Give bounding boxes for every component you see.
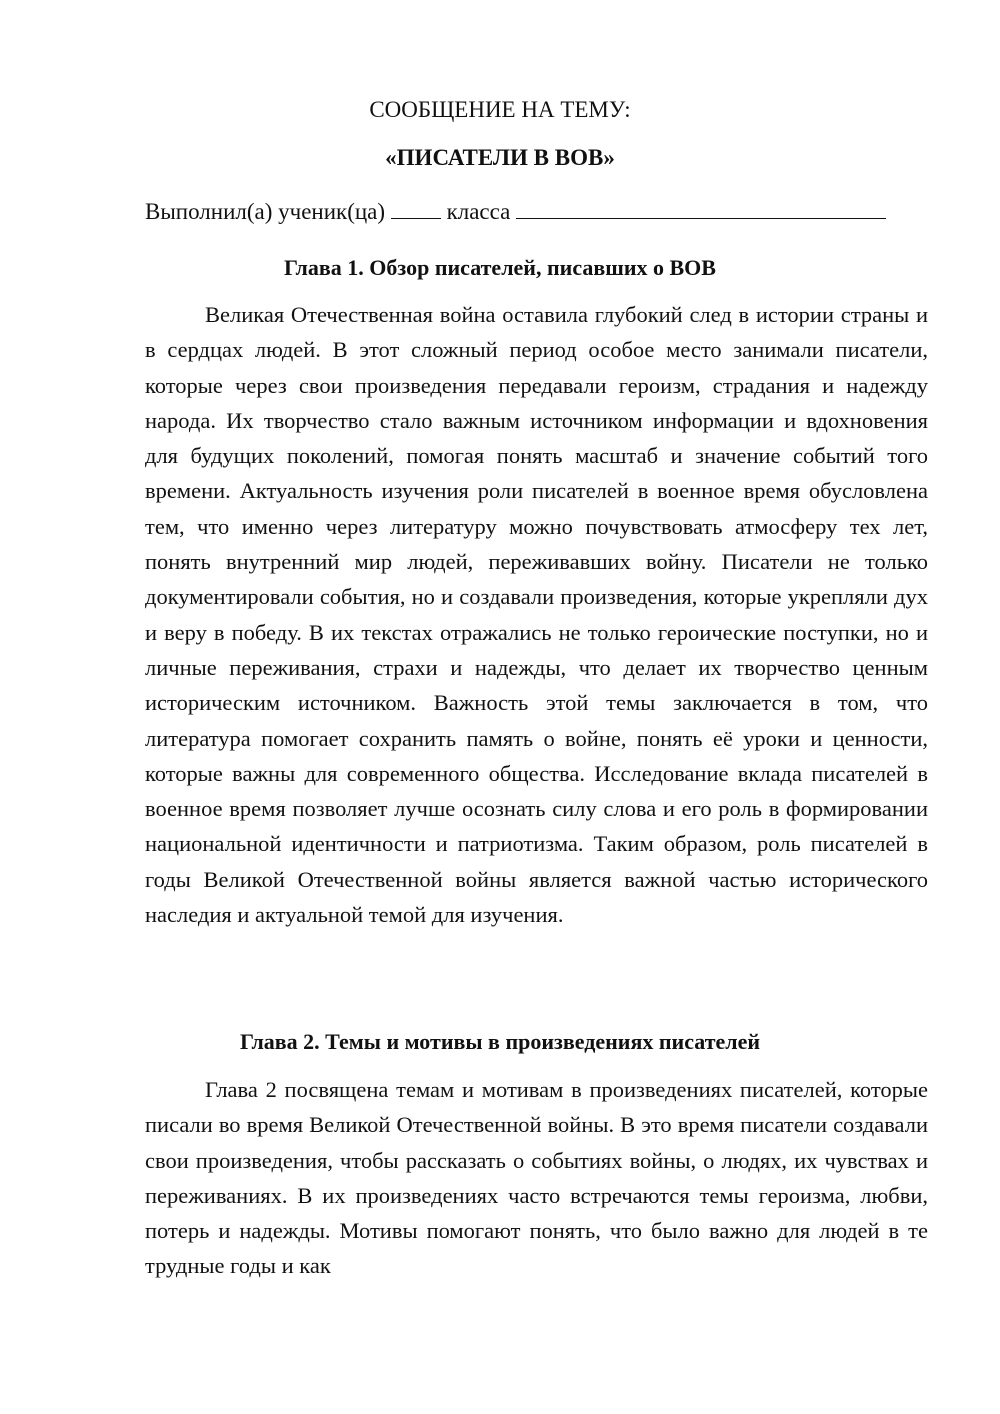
author-line bbox=[145, 198, 930, 226]
chapter-1-heading: Глава 1. Обзор писателей, писавших о ВОВ bbox=[284, 255, 716, 280]
author-label: Выполнил(а) ученик(ца) bbox=[145, 199, 386, 224]
chapter-2-heading: Глава 2. Темы и мотивы в произведениях писателей bbox=[239, 1029, 761, 1054]
student-name-blank bbox=[516, 198, 886, 219]
document-title-line-2: «ПИСАТЕЛИ В ВОВ» bbox=[385, 145, 615, 170]
chapter-2-body bbox=[145, 1072, 928, 1284]
class-number-blank bbox=[391, 198, 441, 219]
class-label: класса bbox=[446, 199, 511, 224]
chapter-1-paragraph: Великая Отечественная война оставила глубокий след в истории страны и в сердцах людей. В этот сложный период особое место занимали писатели, которые через свои произведения передавали героизм, страдания и надежду народа. Их творчество стало важным источником информации и вдохновения для будущих поколений, помогая понять масштаб и значение событий того времени. Актуальность изучения роли писателей в военное время обусловлена тем, что именно через литературу можно почувствовать атмосферу тех лет, понять внутренний мир людей, переживавших войну. Писатели не только документировали события, но и создавали произведения, которые укрепляли дух и веру в победу. В их текстах отражались не только героические поступки, но и личные переживания, страхи и надежды, что делает их творчество ценным историческим источником. Важность этой темы заключается в том, что литература помогает сохранить память о войне, понять её уроки и ценности, которые важны для современного общества. Исследование вклада писателей в военное время позволяет лучше осознать силу слова и его роль в формировании национальной идентичности и патриотизма. Таким образом, роль писателей в годы Великой Отечественной войны является важной частью исторического наследия и актуальной темой для изучения. bbox=[145, 302, 928, 928]
document-title-line-1: СООБЩЕНИЕ НА ТЕМУ: bbox=[369, 97, 631, 122]
chapter-2-paragraph: Глава 2 посвящена темам и мотивам в произведениях писателей, которые писали во время Великой Отечественной войны. В это время писатели создавали свои произведения, чтобы рассказать о событиях войны, о людях, их чувствах и переживаниях. В их произведениях часто встречаются темы героизма, любви, потерь и надежды. Мотивы помогают понять, что было важно для людей в те трудные годы и как bbox=[145, 1077, 928, 1279]
chapter-1-body bbox=[145, 297, 928, 932]
